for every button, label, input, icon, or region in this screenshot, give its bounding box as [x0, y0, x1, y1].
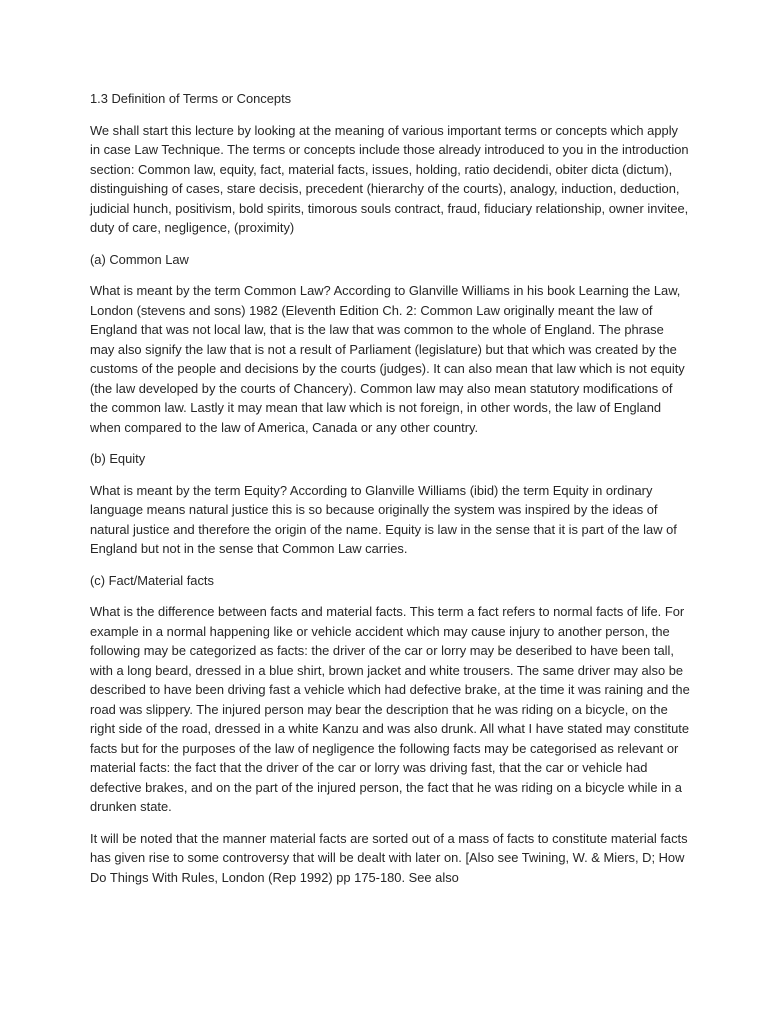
intro-paragraph: We shall start this lecture by looking at the meaning of various important terms or concepts which apply in case Law Technique. The terms or concepts include those already introduced to you in the introduction section: Common law, equity, fact, material facts, issues, holding, ratio decidendi, obiter dicta (dictum), distinguishing of cases, stare decisis, precedent (hierarchy of the courts), analogy, induction, deduction, judicial hunch, positivism, bold spirits, timorous souls contract, fraud, fiduciary relationship, owner invitee, duty of care, negligence, (proximity): [90, 122, 689, 235]
equity-paragraph: What is meant by the term Equity? According to Glanville Williams (ibid) the term Equity in ordinary language means natural justice this is so because originally the system was inspired by the ideas of natural justice and therefore the origin of the name. Equity is law in the sense that it is part of the law of England but not in the sense that Common Law carries.: [90, 482, 677, 556]
common-law-paragraph: What is meant by the term Common Law? According to Glanville Williams in his book Learning the Law, London (stevens and sons) 1982 (Eleventh Edition Ch. 2: Common Law originally meant the law of England that was not local law, that is the law that was common to the whole of England. The phrase may also signify the law that is not a result of Parliament (legislature) but that which was created by the customs of the people and decisions by the courts (judges). It can also mean that law which is not equity (the law developed by the courts of Chancery). Common law may also mean statutory modifications of the common law. Lastly it may mean that law which is not foreign, in other words, the law of England when compared to the law of America, Canada or any other country.: [90, 283, 685, 435]
facts-paragraph: What is the difference between facts and material facts. This term a fact refers to normal facts of life. For example in a normal happening like or vehicle accident which may cause injury to another person, the following may be categorized as facts: the driver of the car or lorry may be deseribed to have been tall, with a long beard, dressed in a blue shirt, brown jacket and white trousers. The same driver may also be described to have been driving fast a vehicle which had defective brake, at the time it was raining and the road was slippery. The injured person may bear the description that he was riding on a bicycle, on the right side of the road, dressed in a white Kanzu and was also drunk. All what I have stated may constitute facts but for the purposes of the law of negligence the following facts may be categorised as relevant or material facts: the fact that the driver of the car or lorry was driving fast, that the car or vehicle had defective brakes, and on the part of the injured person, the fact that he was riding on a bicycle while in a drunken state.: [90, 604, 690, 814]
equity-heading: (b) Equity: [90, 451, 146, 466]
section-title: 1.3 Definition of Terms or Concepts: [90, 91, 292, 106]
document-body: [90, 89, 690, 899]
facts-heading: (c) Fact/Material facts: [90, 572, 214, 588]
final-paragraph: It will be noted that the manner material facts are sorted out of a mass of facts to constitute material facts has given rise to some controversy that will be dealt with later on. [Also see Twining, W. & Miers, D; How Do Things With Rules, London (Rep 1992) pp 175-180. See also: [90, 830, 688, 885]
common-law-heading: (a) Common Law: [90, 251, 189, 267]
